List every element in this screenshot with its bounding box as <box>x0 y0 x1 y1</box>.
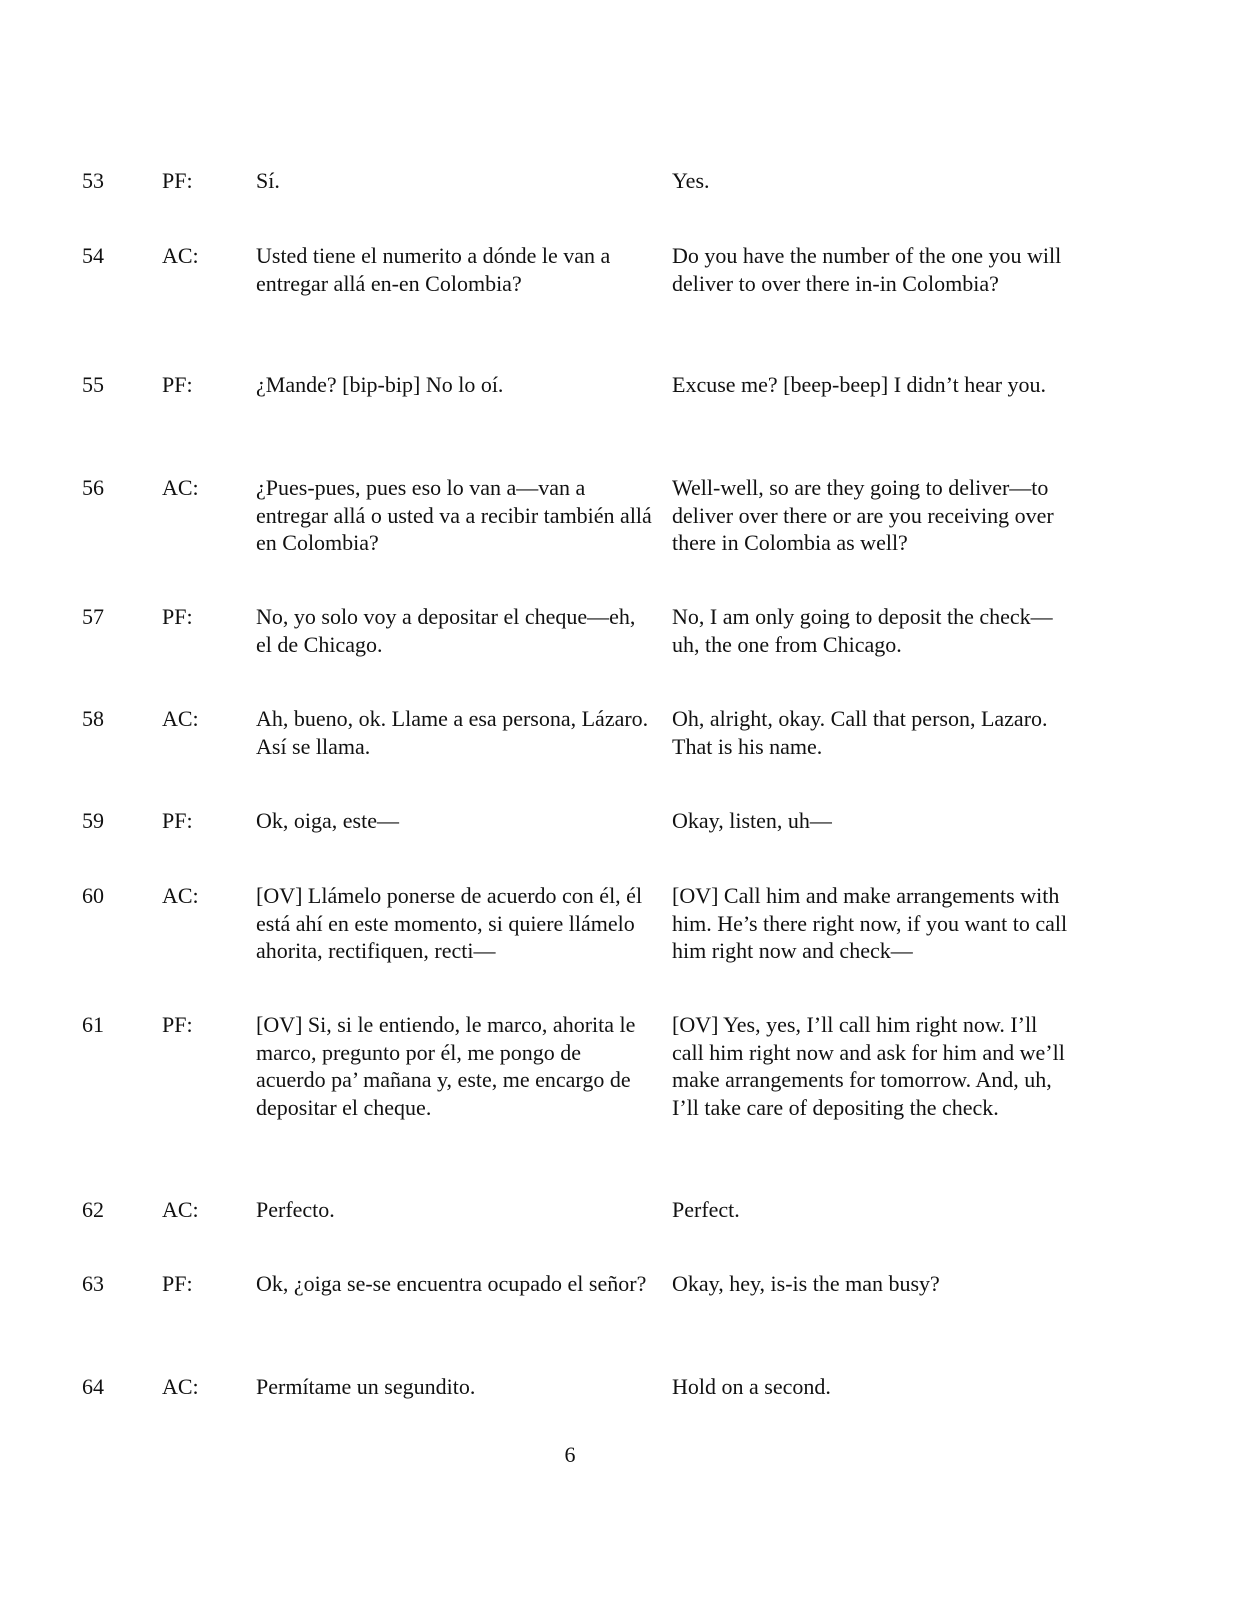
english-text: Hold on a second. <box>672 1374 831 1399</box>
spanish-text: Ah, bueno, ok. Llame a esa persona, Lázaro. Así se llama. <box>256 706 649 759</box>
spanish-text: Sí. <box>256 168 280 193</box>
spanish-text: No, yo solo voy a depositar el cheque—eh, el de Chicago. <box>256 604 636 657</box>
line-number: 64 <box>82 1374 104 1399</box>
english-text: Yes. <box>672 168 710 193</box>
english-text: Excuse me? [beep-beep] I didn’t hear you. <box>672 372 1047 397</box>
english-text: Okay, listen, uh— <box>672 808 832 833</box>
english-text: Okay, hey, is-is the man busy? <box>672 1271 940 1296</box>
line-number: 62 <box>82 1197 104 1222</box>
line-number: 57 <box>82 604 104 629</box>
speaker: PF: <box>162 1271 193 1296</box>
spanish-text: [OV] Si, si le entiendo, le marco, ahorita le marco, pregunto por él, me pongo de acuerdo pa’ mañana y, este, me encargo de depositar el cheque. <box>256 1012 636 1120</box>
line-number: 53 <box>82 168 104 193</box>
speaker: PF: <box>162 168 193 193</box>
english-text: Oh, alright, okay. Call that person, Lazaro. That is his name. <box>672 706 1048 759</box>
line-number: 54 <box>82 243 104 268</box>
english-text: Do you have the number of the one you will deliver to over there in-in Colombia? <box>672 243 1062 296</box>
english-text: Perfect. <box>672 1197 740 1222</box>
english-text: Well-well, so are they going to deliver—to deliver over there or are you receiving over there in Colombia as well? <box>672 475 1054 555</box>
spanish-text: [OV] Llámelo ponerse de acuerdo con él, él está ahí en este momento, si quiere llámelo ahorita, rectifiquen, recti— <box>256 883 643 963</box>
speaker: PF: <box>162 604 193 629</box>
speaker: AC: <box>162 883 199 908</box>
spanish-text: Permítame un segundito. <box>256 1374 476 1399</box>
line-number: 59 <box>82 808 104 833</box>
english-text: No, I am only going to deposit the check—uh, the one from Chicago. <box>672 604 1053 657</box>
spanish-text: Perfecto. <box>256 1197 335 1222</box>
line-number: 60 <box>82 883 104 908</box>
speaker: PF: <box>162 1012 193 1037</box>
line-number: 58 <box>82 706 104 731</box>
speaker: AC: <box>162 1197 199 1222</box>
english-text: [OV] Call him and make arrangements with him. He’s there right now, if you want to call him right now and check— <box>672 883 1068 963</box>
spanish-text: ¿Mande? [bip-bip] No lo oí. <box>256 372 504 397</box>
speaker: PF: <box>162 808 193 833</box>
speaker: AC: <box>162 1374 199 1399</box>
line-number: 63 <box>82 1271 104 1296</box>
spanish-text: ¿Pues-pues, pues eso lo van a—van a entregar allá o usted va a recibir también allá en Colombia? <box>256 475 652 555</box>
page-number: 6 <box>564 1442 576 1467</box>
spanish-text: Usted tiene el numerito a dónde le van a entregar allá en-en Colombia? <box>256 243 611 296</box>
spanish-text: Ok, ¿oiga se-se encuentra ocupado el señor? <box>256 1271 647 1296</box>
speaker: AC: <box>162 243 199 268</box>
speaker: PF: <box>162 372 193 397</box>
line-number: 56 <box>82 475 104 500</box>
speaker: AC: <box>162 706 199 731</box>
line-number: 55 <box>82 372 104 397</box>
speaker: AC: <box>162 475 199 500</box>
spanish-text: Ok, oiga, este— <box>256 808 399 833</box>
english-text: [OV] Yes, yes, I’ll call him right now. I’ll call him right now and ask for him and we’ll make arrangements for tomorrow. And, uh, I’ll take care of depositing the check. <box>672 1012 1065 1120</box>
line-number: 61 <box>82 1012 104 1037</box>
